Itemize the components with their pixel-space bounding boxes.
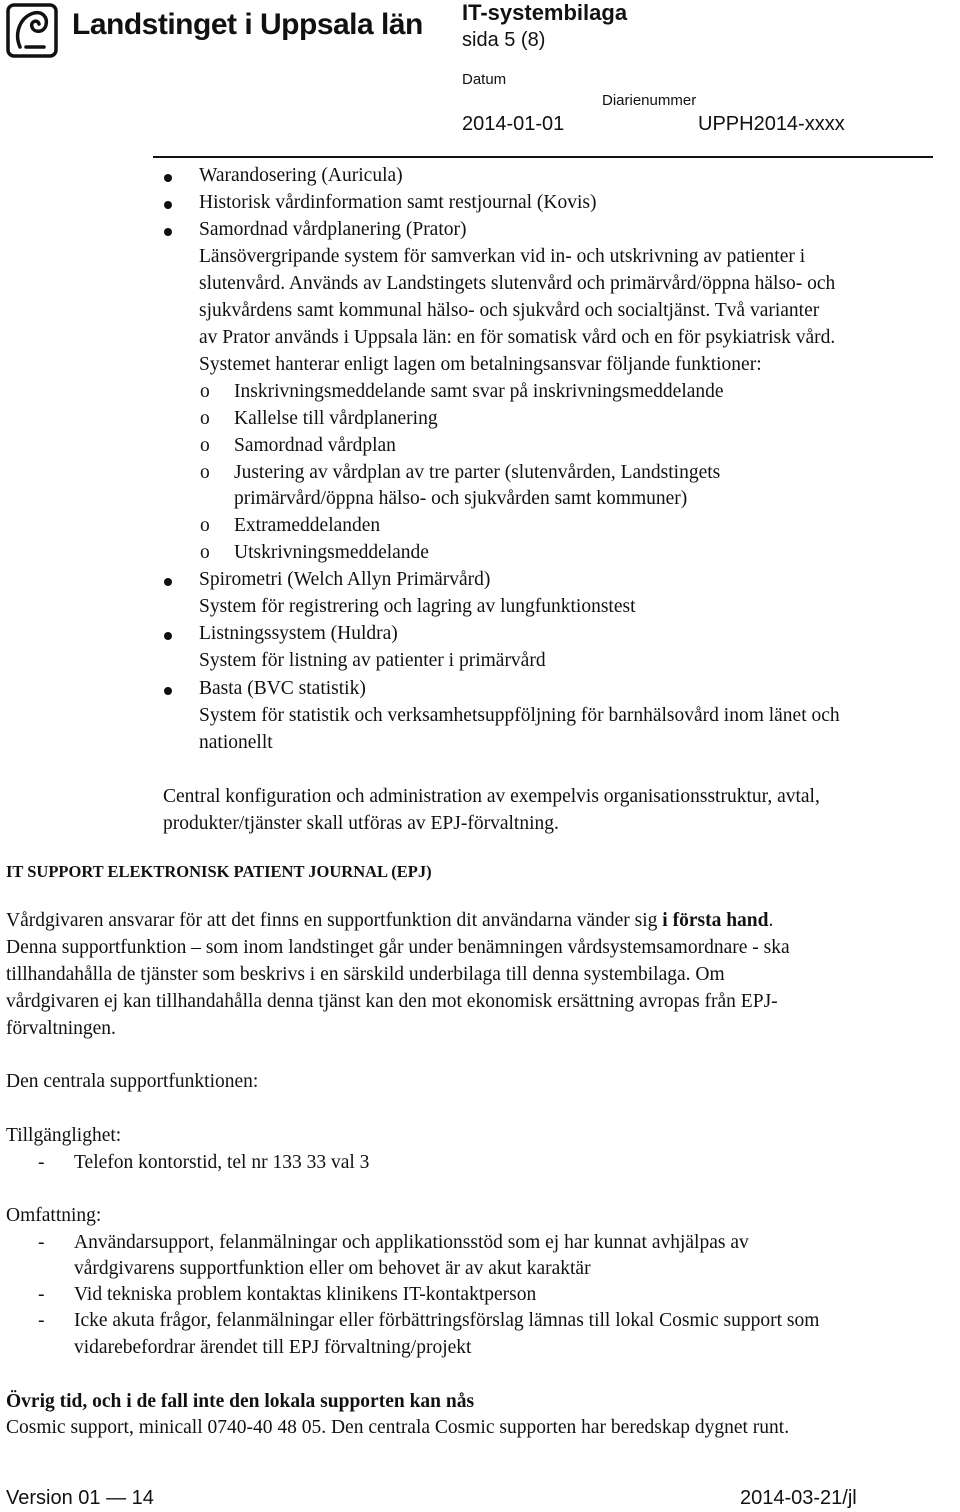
sub-list-item: Justering av vårdplan av tre parter (slutenvården, Landstingets — [234, 462, 721, 483]
availability-label: Tillgänglighet: — [6, 1125, 122, 1146]
prator-description-line: Systemet hanterar enligt lagen om betalningsansvar följande funktioner: — [199, 354, 762, 375]
text-span: . — [768, 910, 774, 931]
bullet-icon — [164, 632, 172, 640]
dash-marker: - — [38, 1232, 45, 1253]
sub-list-item: Inskrivningsmeddelande samt svar på inskrivningsmeddelande — [234, 381, 724, 402]
date-label: Datum — [462, 71, 507, 88]
sub-bullet-marker: o — [200, 542, 210, 563]
support-paragraph-line: Denna supportfunktion – som inom landstinget går under benämningen vårdsystemsamordnare - ska — [6, 937, 790, 958]
prator-description-line: sjukvårdens samt kommunal hälso- och sjukvård och socialtjänst. Två varianter — [199, 300, 820, 321]
support-paragraph-line: förvaltningen. — [6, 1018, 116, 1039]
sub-list-item: Samordnad vårdplan — [234, 435, 396, 456]
availability-item: Telefon kontorstid, tel nr 133 33 val 3 — [74, 1152, 370, 1173]
date-value: 2014-01-01 — [462, 113, 565, 135]
scope-item: Vid tekniska problem kontaktas klinikens IT-kontaktperson — [74, 1284, 537, 1305]
other-time-text: Cosmic support, minicall 0740-40 48 05. Den centrala Cosmic supporten har beredskap dygnet runt. — [6, 1417, 790, 1438]
scope-label: Omfattning: — [6, 1205, 102, 1226]
sub-bullet-marker: o — [200, 435, 210, 456]
list-item-description: System för listning av patienter i primärvård — [199, 650, 546, 671]
dash-marker: - — [38, 1310, 45, 1331]
text-span: Vårdgivaren ansvarar för att det finns en supportfunktion dit användarna vänder sig — [6, 910, 663, 931]
landstinget-logo-icon — [6, 3, 58, 58]
dash-marker: - — [38, 1284, 45, 1305]
list-item: Samordnad vårdplanering (Prator) — [199, 219, 467, 240]
list-item-description: System för registrering och lagring av lungfunktionstest — [199, 596, 636, 617]
bullet-icon — [164, 578, 172, 586]
list-item-description: nationellt — [199, 732, 273, 753]
list-item: Historisk vårdinformation samt restjournal (Kovis) — [199, 192, 597, 213]
list-item: Listningssystem (Huldra) — [199, 623, 398, 644]
scope-item-continuation: vidarebefordrar ärendet till EPJ förvaltning/projekt — [74, 1337, 472, 1358]
support-paragraph-line — [6, 910, 773, 932]
organization-name: Landstinget i Uppsala län — [72, 8, 423, 41]
list-item: Spirometri (Welch Allyn Primärvård) — [199, 569, 491, 590]
header-divider — [153, 156, 933, 158]
sub-bullet-marker: o — [200, 408, 210, 429]
scope-item: Icke akuta frågor, felanmälningar eller förbättringsförslag lämnas till lokal Cosmic support som — [74, 1310, 820, 1331]
list-item: Warandosering (Auricula) — [199, 165, 403, 186]
sub-bullet-marker: o — [200, 381, 210, 402]
sub-list-item: Extrameddelanden — [234, 515, 381, 536]
prator-description-line: Länsövergripande system för samverkan vid in- och utskrivning av patienter i — [199, 246, 806, 267]
document-title: IT-systembilaga — [462, 0, 628, 25]
dash-marker: - — [38, 1152, 45, 1173]
list-item: Basta (BVC statistik) — [199, 678, 366, 699]
support-paragraph-line: vårdgivaren ej kan tillhandahålla denna tjänst kan den mot ekonomisk ersättning avropas från EPJ- — [6, 991, 778, 1012]
bullet-icon — [164, 174, 172, 182]
emphasis-text: i första hand — [662, 910, 769, 931]
sub-list-item-continuation: primärvård/öppna hälso- och sjukvården samt kommuner) — [234, 488, 688, 509]
diary-label: Diarienummer — [602, 92, 697, 109]
central-config-line: Central konfiguration och administration av exempelvis organisationsstruktur, avtal, — [163, 786, 820, 807]
sub-bullet-marker: o — [200, 462, 210, 483]
footer-version: Version 01 — 14 — [6, 1487, 154, 1509]
central-config-line: produkter/tjänster skall utföras av EPJ-förvaltning. — [163, 813, 559, 834]
prator-description-line: av Prator används i Uppsala län: en för somatisk vård och en för psykiatrisk vård. — [199, 327, 836, 348]
footer-date: 2014-03-21/jl — [740, 1487, 857, 1509]
other-time-heading: Övrig tid, och i de fall inte den lokala supporten kan nås — [6, 1391, 475, 1412]
scope-item: Användarsupport, felanmälningar och applikationsstöd som ej har kunnat avhjälpas av — [74, 1232, 749, 1253]
prator-description-line: slutenvård. Används av Landstingets slutenvård och primärvård/öppna hälso- och — [199, 273, 836, 294]
bullet-icon — [164, 201, 172, 209]
section-heading: IT SUPPORT ELEKTRONISK PATIENT JOURNAL (EPJ) — [6, 862, 432, 881]
central-support-label: Den centrala supportfunktionen: — [6, 1071, 259, 1092]
scope-item-continuation: vårdgivarens supportfunktion eller om behovet är av akut karaktär — [74, 1258, 591, 1279]
sub-list-item: Utskrivningsmeddelande — [234, 542, 429, 563]
support-paragraph-line: tillhandahålla de tjänster som beskrivs i en särskild underbilaga till denna systembilaga. Om — [6, 964, 725, 985]
diary-value: UPPH2014-xxxx — [698, 113, 845, 135]
bullet-icon — [164, 687, 172, 695]
sub-list-item: Kallelse till vårdplanering — [234, 408, 438, 429]
bullet-icon — [164, 228, 172, 236]
sub-bullet-marker: o — [200, 515, 210, 536]
list-item-description: System för statistik och verksamhetsuppföljning för barnhälsovård inom länet och — [199, 705, 840, 726]
page-number: sida 5 (8) — [462, 29, 546, 51]
